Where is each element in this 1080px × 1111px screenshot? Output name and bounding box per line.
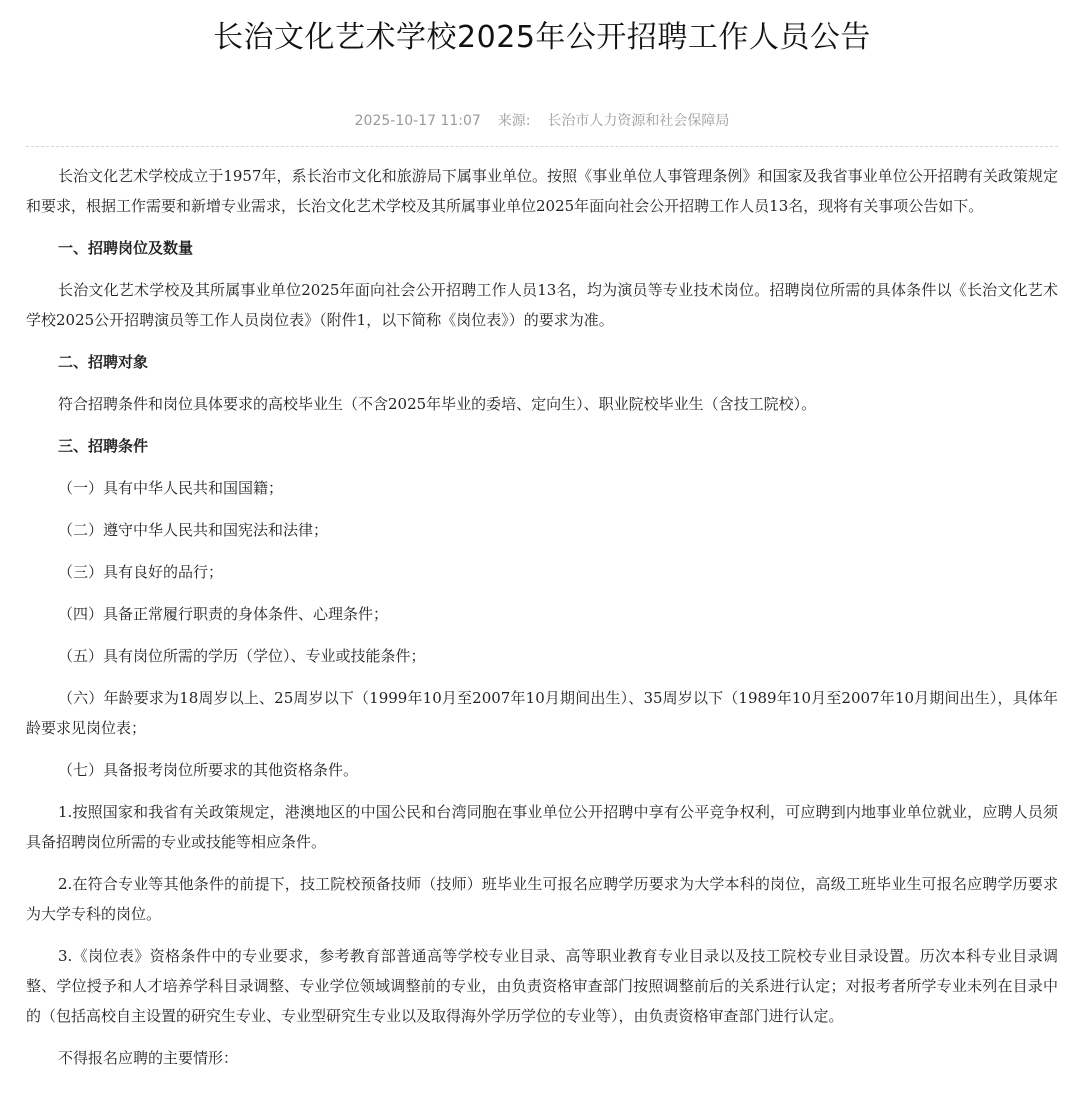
- publish-date: 2025-10-17 11:07: [354, 113, 481, 129]
- note-item: 1.按照国家和我省有关政策规定，港澳地区的中国公民和台湾同胞在事业单位公开招聘中享有公平竞争权利，可应聘到内地事业单位就业，应聘人员须具备招聘岗位所需的专业或技能等相应条件。: [26, 803, 1058, 851]
- targets-paragraph: 符合招聘条件和岗位具体要求的高校毕业生（不含2025年毕业的委培、定向生）、职业院校毕业生（含技工院校）。: [58, 395, 817, 413]
- article-meta: [26, 110, 1058, 132]
- condition-item: （六）年龄要求为18周岁以上、25周岁以下（1999年10月至2007年10月期间出生）、35周岁以下（1989年10月至2007年10月期间出生），具体年龄要求见岗位表；: [26, 689, 1058, 737]
- source-link[interactable]: 长治市人力资源和社会保障局: [547, 113, 730, 129]
- article-body: [26, 161, 1058, 1073]
- section-heading-positions: 一、招聘岗位及数量: [58, 239, 194, 257]
- section-heading-targets: 二、招聘对象: [58, 353, 149, 371]
- condition-item: （二）遵守中华人民共和国宪法和法律；: [58, 521, 329, 539]
- article-title: 长治文化艺术学校2025年公开招聘工作人员公告: [213, 20, 871, 55]
- condition-item: （七）具备报考岗位所要求的其他资格条件。: [58, 761, 359, 779]
- condition-item: （一）具有中华人民共和国国籍；: [58, 479, 284, 497]
- condition-item: （四）具备正常履行职责的身体条件、心理条件；: [58, 605, 389, 623]
- condition-item: （三）具有良好的品行；: [58, 563, 224, 581]
- condition-item: （五）具有岗位所需的学历（学位）、专业或技能条件；: [58, 647, 426, 665]
- note-item: 2.在符合专业等其他条件的前提下，技工院校预备技师（技师）班毕业生可报名应聘学历要求为大学本科的岗位，高级工班毕业生可报名应聘学历要求为大学专科的岗位。: [26, 875, 1058, 923]
- note-item: 3.《岗位表》资格条件中的专业要求，参考教育部普通高等学校专业目录、高等职业教育专业目录以及技工院校专业目录设置。历次本科专业目录调整、学位授予和人才培养学科目录调整、专业学位领域调整前的专业，由负责资格审查部门按照调整前后的关系进行认定；对报考者所学专业未列在目录中的（包括高校自主设置的研究生专业、专业型研究生专业以及取得海外学历学位的专业等），由负责资格审查部门进行认定。: [26, 947, 1058, 1025]
- meta-divider: [26, 146, 1058, 147]
- article-page: [26, 0, 1058, 1085]
- positions-paragraph: 长治文化艺术学校及其所属事业单位2025年面向社会公开招聘工作人员13名，均为演员等专业技术岗位。招聘岗位所需的具体条件以《长治文化艺术学校2025公开招聘演员等工作人员岗位表》（附件1，以下简称《岗位表》）的要求为准。: [26, 281, 1058, 329]
- closing-paragraph: 不得报名应聘的主要情形：: [58, 1049, 239, 1067]
- section-heading-conditions: 三、招聘条件: [58, 437, 149, 455]
- intro-paragraph: 长治文化艺术学校成立于1957年，系长治市文化和旅游局下属事业单位。按照《事业单位人事管理条例》和国家及我省事业单位公开招聘有关政策规定和要求，根据工作需要和新增专业需求，长治文化艺术学校及其所属事业单位2025年面向社会公开招聘工作人员13名，现将有关事项公告如下。: [26, 167, 1058, 215]
- source-label: 来源:: [497, 113, 531, 129]
